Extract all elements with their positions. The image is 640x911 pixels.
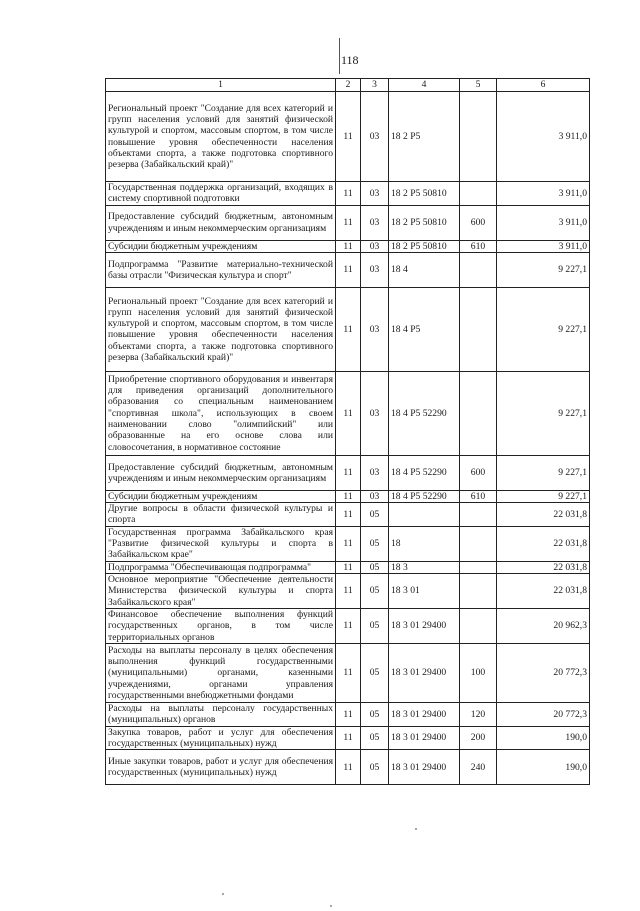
- row-section: 11: [336, 526, 361, 561]
- row-section: 11: [336, 726, 361, 750]
- row-amount: 22 031,8: [497, 574, 590, 609]
- scan-speck: [222, 893, 224, 895]
- row-name: Подпрограмма "Развитие материально-технической базы отрасли "Физическая культура и спорт": [106, 252, 336, 287]
- row-expense-type: 240: [460, 750, 497, 785]
- table-header-row: [106, 79, 590, 92]
- row-subsection: 03: [361, 240, 389, 252]
- row-subsection: 05: [361, 726, 389, 750]
- row-name: Предоставление субсидий бюджетным, автономным учреждениям и иным некоммерческим организациям: [106, 455, 336, 490]
- row-amount: 3 911,0: [497, 182, 590, 206]
- row-target-code: 18 2 P5 50810: [389, 205, 460, 240]
- row-target-code: 18 2 P5 50810: [389, 240, 460, 252]
- row-expense-type: [460, 287, 497, 371]
- table-row: [106, 287, 590, 371]
- row-subsection: 03: [361, 182, 389, 206]
- row-target-code: 18 4 P5 52290: [389, 490, 460, 502]
- row-amount: 3 911,0: [497, 92, 590, 182]
- row-name: Субсидии бюджетным учреждениям: [106, 240, 336, 252]
- table-row: [106, 526, 590, 561]
- header-col-6: 6: [497, 79, 590, 92]
- row-amount: 20 962,3: [497, 609, 590, 644]
- scan-speck: [330, 905, 332, 907]
- row-subsection: 03: [361, 92, 389, 182]
- row-target-code: 18 2 P5: [389, 92, 460, 182]
- row-target-code: 18 3 01: [389, 574, 460, 609]
- row-expense-type: [460, 252, 497, 287]
- row-subsection: 03: [361, 490, 389, 502]
- row-name: Предоставление субсидий бюджетным, автономным учреждениям и иным некоммерческим организациям: [106, 205, 336, 240]
- row-expense-type: [460, 503, 497, 527]
- row-expense-type: 610: [460, 490, 497, 502]
- row-section: 11: [336, 287, 361, 371]
- row-section: 11: [336, 205, 361, 240]
- row-amount: 9 227,1: [497, 455, 590, 490]
- row-target-code: 18 4 P5: [389, 287, 460, 371]
- row-name: Региональный проект "Создание для всех категорий и групп населения условий для занятий физической культурой и спортом, массовым спортом, в том числе повышение уровня обеспеченности населения объектами спорта, а также подготовка спортивного резерва (Забайкальский край)": [106, 287, 336, 371]
- row-name: Приобретение спортивного оборудования и инвентаря для приведения организаций дополнительного образования со специальным наименованием "спортивная школа", использующих в своем наименовании слово "олимпийский" или образованные на его основе слова или словосочетания, в нормативное состояние: [106, 371, 336, 455]
- row-section: 11: [336, 371, 361, 455]
- row-target-code: 18 3 01 29400: [389, 726, 460, 750]
- row-subsection: 05: [361, 644, 389, 703]
- row-section: 11: [336, 490, 361, 502]
- header-col-3: 3: [361, 79, 389, 92]
- row-expense-type: [460, 92, 497, 182]
- row-target-code: [389, 503, 460, 527]
- row-target-code: 18 4 P5 52290: [389, 371, 460, 455]
- row-subsection: 05: [361, 703, 389, 727]
- row-expense-type: [460, 574, 497, 609]
- row-section: 11: [336, 455, 361, 490]
- row-amount: 9 227,1: [497, 371, 590, 455]
- row-section: 11: [336, 252, 361, 287]
- table-row: [106, 205, 590, 240]
- row-amount: 9 227,1: [497, 490, 590, 502]
- row-subsection: 03: [361, 371, 389, 455]
- row-name: Иные закупки товаров, работ и услуг для обеспечения государственных (муниципальных) нужд: [106, 750, 336, 785]
- row-expense-type: [460, 526, 497, 561]
- row-target-code: 18 3 01 29400: [389, 644, 460, 703]
- row-name: Региональный проект "Создание для всех категорий и групп населения условий для занятий физической культурой и спортом, массовым спортом, в том числе повышение уровня обеспеченности населения объектами спорта, а также подготовка спортивного резерва (Забайкальский край)": [106, 92, 336, 182]
- row-target-code: 18 3 01 29400: [389, 703, 460, 727]
- row-amount: 9 227,1: [497, 287, 590, 371]
- row-amount: 22 031,8: [497, 503, 590, 527]
- row-target-code: 18 3 01 29400: [389, 750, 460, 785]
- row-expense-type: 610: [460, 240, 497, 252]
- row-target-code: 18 3 01 29400: [389, 609, 460, 644]
- row-amount: 9 227,1: [497, 252, 590, 287]
- row-subsection: 05: [361, 561, 389, 573]
- budget-table: [105, 78, 590, 785]
- row-section: 11: [336, 503, 361, 527]
- row-section: 11: [336, 240, 361, 252]
- row-subsection: 05: [361, 526, 389, 561]
- row-expense-type: 120: [460, 703, 497, 727]
- row-section: 11: [336, 609, 361, 644]
- table-row: [106, 371, 590, 455]
- row-target-code: 18 4 P5 52290: [389, 455, 460, 490]
- table-row: [106, 240, 590, 252]
- row-subsection: 03: [361, 455, 389, 490]
- row-expense-type: 600: [460, 455, 497, 490]
- row-section: 11: [336, 644, 361, 703]
- page-number: 118: [341, 53, 359, 67]
- row-section: 11: [336, 561, 361, 573]
- row-name: Основное мероприятие "Обеспечение деятельности Министерства физической культуры и спорта Забайкальского края": [106, 574, 336, 609]
- row-section: 11: [336, 182, 361, 206]
- scan-speck: [415, 828, 417, 830]
- row-amount: 22 031,8: [497, 526, 590, 561]
- row-expense-type: 200: [460, 726, 497, 750]
- row-name: Другие вопросы в области физической культуры и спорта: [106, 503, 336, 527]
- row-name: Закупка товаров, работ и услуг для обеспечения государственных (муниципальных) нужд: [106, 726, 336, 750]
- table-row: [106, 703, 590, 727]
- row-name: Расходы на выплаты персоналу государственных (муниципальных) органов: [106, 703, 336, 727]
- table-row: [106, 455, 590, 490]
- table-row: [106, 490, 590, 502]
- row-subsection: 05: [361, 574, 389, 609]
- row-name: Государственная поддержка организаций, входящих в систему спортивной подготовки: [106, 182, 336, 206]
- row-target-code: 18: [389, 526, 460, 561]
- row-section: 11: [336, 574, 361, 609]
- row-subsection: 05: [361, 750, 389, 785]
- row-expense-type: 100: [460, 644, 497, 703]
- table-row: [106, 726, 590, 750]
- table-row: [106, 609, 590, 644]
- row-amount: 20 772,3: [497, 703, 590, 727]
- row-subsection: 03: [361, 205, 389, 240]
- row-section: 11: [336, 92, 361, 182]
- fold-line: [339, 38, 340, 74]
- row-subsection: 03: [361, 252, 389, 287]
- row-amount: 190,0: [497, 726, 590, 750]
- row-target-code: 18 3: [389, 561, 460, 573]
- row-amount: 3 911,0: [497, 240, 590, 252]
- table-row: [106, 644, 590, 703]
- row-expense-type: [460, 371, 497, 455]
- row-section: 11: [336, 750, 361, 785]
- row-target-code: 18 2 P5 50810: [389, 182, 460, 206]
- row-expense-type: [460, 561, 497, 573]
- table-row: [106, 503, 590, 527]
- table-row: [106, 252, 590, 287]
- row-name: Государственная программа Забайкальского края "Развитие физической культуры и спорта в Забайкальском крае": [106, 526, 336, 561]
- row-amount: 190,0: [497, 750, 590, 785]
- table-row: [106, 92, 590, 182]
- row-expense-type: [460, 182, 497, 206]
- table-row: [106, 574, 590, 609]
- row-subsection: 05: [361, 503, 389, 527]
- row-target-code: 18 4: [389, 252, 460, 287]
- row-name: Расходы на выплаты персоналу в целях обеспечения выполнения функций государственными (муниципальными) органами, казенными учреждениями, органами управления государственными внебюджетными фондами: [106, 644, 336, 703]
- row-amount: 3 911,0: [497, 205, 590, 240]
- row-subsection: 03: [361, 287, 389, 371]
- header-col-1: 1: [106, 79, 336, 92]
- row-name: Финансовое обеспечение выполнения функций государственных органов, в том числе территориальных органов: [106, 609, 336, 644]
- table-row: [106, 561, 590, 573]
- header-col-2: 2: [336, 79, 361, 92]
- row-section: 11: [336, 703, 361, 727]
- row-amount: 20 772,3: [497, 644, 590, 703]
- row-amount: 22 031,8: [497, 561, 590, 573]
- table-row: [106, 750, 590, 785]
- row-subsection: 05: [361, 609, 389, 644]
- row-name: Субсидии бюджетным учреждениям: [106, 490, 336, 502]
- header-col-5: 5: [460, 79, 497, 92]
- header-col-4: 4: [389, 79, 460, 92]
- row-expense-type: [460, 609, 497, 644]
- row-expense-type: 600: [460, 205, 497, 240]
- row-name: Подпрограмма "Обеспечивающая подпрограмма": [106, 561, 336, 573]
- table-row: [106, 182, 590, 206]
